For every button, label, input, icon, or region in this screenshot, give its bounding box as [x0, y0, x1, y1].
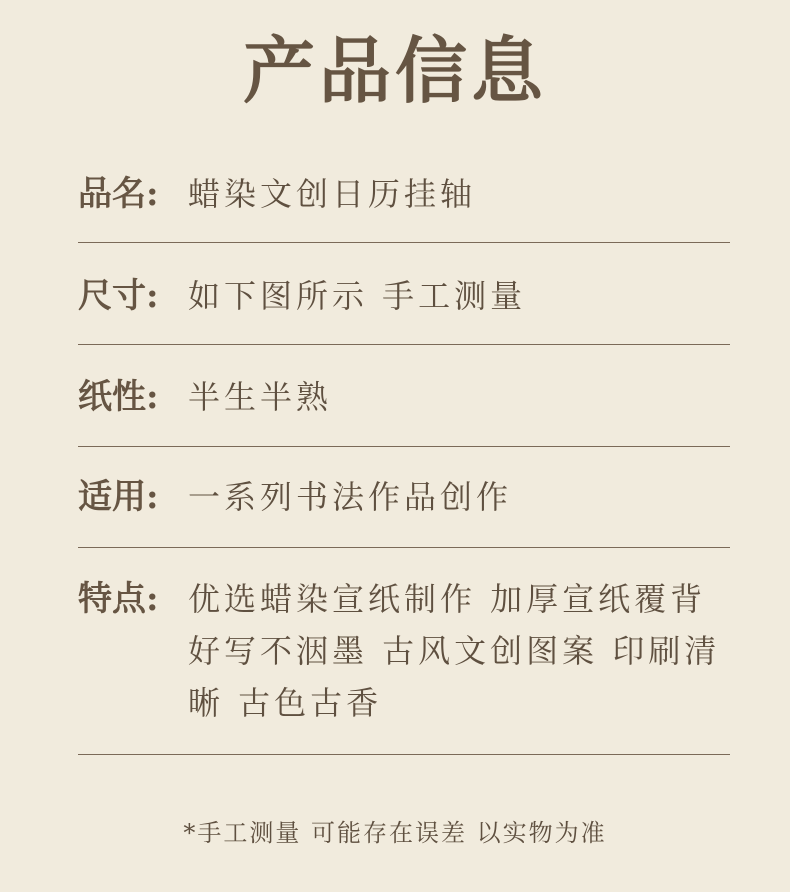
row-value: 一系列书法作品创作 — [188, 478, 513, 516]
row-label: 品名: — [78, 174, 159, 214]
page-title: 产品信息 — [242, 28, 547, 113]
divider — [78, 344, 730, 345]
row-value: 半生半熟 — [188, 378, 333, 416]
row-label: 尺寸: — [78, 276, 159, 316]
divider — [78, 446, 730, 447]
row-value: 优选蜡染宣纸制作 加厚宣纸覆背 好写不洇墨 古风文创图案 印刷清晰 古色古香 — [188, 580, 721, 722]
row-value: 蜡染文创日历挂轴 — [188, 175, 477, 213]
row-label: 特点: — [78, 579, 159, 619]
divider — [78, 754, 730, 755]
divider — [78, 242, 730, 243]
row-label: 适用: — [78, 477, 159, 517]
footnote: *手工测量 可能存在误差 以实物为准 — [183, 819, 607, 847]
divider — [78, 547, 730, 548]
row-value: 如下图所示 手工测量 — [188, 277, 527, 315]
row-label: 纸性: — [78, 377, 159, 417]
